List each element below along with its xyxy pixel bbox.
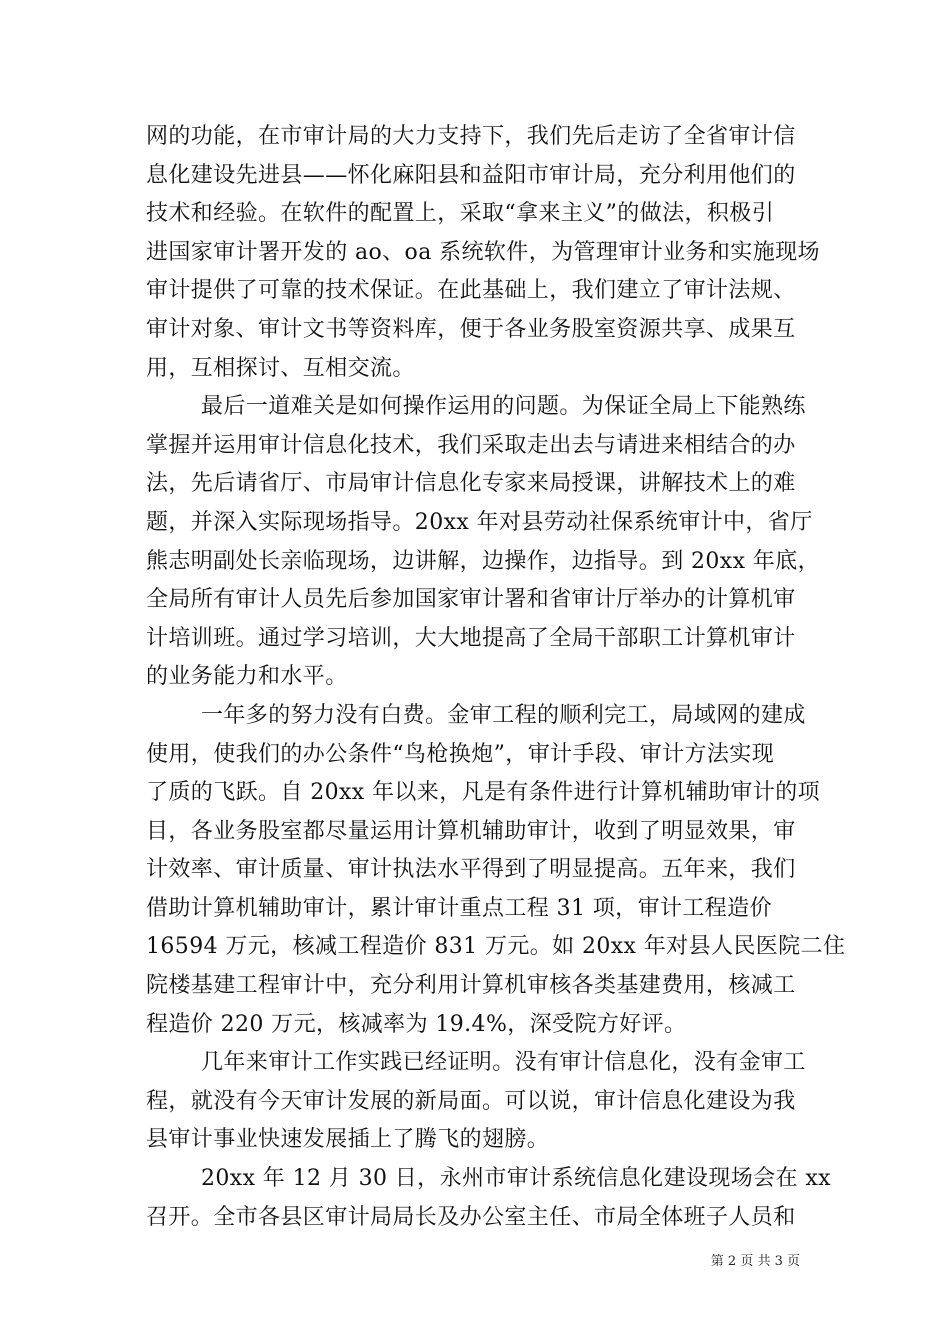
text-line: 了质的飞跃。自 20xx 年以来，凡是有条件进行计算机辅助审计的项 — [146, 780, 820, 806]
text-line: 县审计事业快速发展插上了腾飞的翅膀。 — [146, 1127, 550, 1153]
text-line: 计培训班。通过学习培训，大大地提高了全局干部职工计算机审计 — [146, 625, 796, 651]
paragraph-first-line: 20xx 年 12 月 30 日，永州市审计系统信息化建设现场会在 xx — [201, 1166, 831, 1192]
document-body — [146, 118, 846, 1237]
paragraph-first-line: 几年来审计工作实践已经证明。没有审计信息化，没有金审工 — [201, 1050, 806, 1076]
text-line: 技术和经验。在软件的配置上，采取“拿来主义”的做法，积极引 — [146, 201, 775, 227]
text-line: 16594 万元，核减工程造价 831 万元。如 20xx 年对县人民医院二住 — [146, 934, 846, 960]
text-line: 审计对象、审计文书等资料库，便于各业务股室资源共享、成果互 — [146, 316, 796, 342]
text-line: 熊志明副处长亲临现场，边讲解，边操作，边指导。到 20xx 年底， — [146, 548, 820, 574]
text-line: 院楼基建工程审计中，充分利用计算机审核各类基建费用，核减工 — [146, 973, 796, 999]
text-line: 用，互相探讨、互相交流。 — [146, 355, 415, 381]
text-line: 程，就没有今天审计发展的新局面。可以说，审计信息化建设为我 — [146, 1088, 796, 1114]
text-line: 掌握并运用审计信息化技术，我们采取走出去与请进来相结合的办 — [146, 432, 796, 458]
paragraph-first-line: 一年多的努力没有白费。金审工程的顺利完工，局域网的建成 — [201, 702, 806, 728]
text-line: 法，先后请省厅、市局审计信息化专家来局授课，讲解技术上的难 — [146, 471, 796, 497]
text-line: 审计提供了可靠的技术保证。在此基础上，我们建立了审计法规、 — [146, 278, 796, 304]
text-line: 进国家审计署开发的 ao、oa 系统软件，为管理审计业务和实施现场 — [146, 239, 820, 265]
text-line: 借助计算机辅助审计，累计审计重点工程 31 项，审计工程造价 — [146, 895, 772, 921]
text-line: 全局所有审计人员先后参加国家审计署和省审计厅举办的计算机审 — [146, 587, 796, 613]
page-number: 第 2 页 共 3 页 — [710, 1254, 800, 1269]
text-line: 网的功能，在市审计局的大力支持下，我们先后走访了全省审计信 — [146, 124, 796, 149]
text-line: 程造价 220 万元，核减率为 19.4%，深受院方好评。 — [146, 1011, 687, 1037]
paragraph-first-line: 最后一道难关是如何操作运用的问题。为保证全局上下能熟练 — [201, 394, 806, 420]
text-line: 的业务能力和水平。 — [146, 664, 348, 690]
text-line: 息化建设先进县——怀化麻阳县和益阳市审计局，充分利用他们的 — [146, 162, 796, 188]
text-line: 目，各业务股室都尽量运用计算机辅助审计，收到了明显效果，审 — [146, 818, 796, 844]
text-line: 题，并深入实际现场指导。20xx 年对县劳动社保系统审计中，省厅 — [146, 509, 813, 535]
text-line: 使用，使我们的办公条件“鸟枪换炮”，审计手段、审计方法实现 — [146, 741, 775, 767]
text-line: 召开。全市各县区审计局局长及办公室主任、市局全体班子人员和 — [146, 1204, 796, 1230]
text-line: 计效率、审计质量、审计执法水平得到了明显提高。五年来，我们 — [146, 857, 796, 883]
